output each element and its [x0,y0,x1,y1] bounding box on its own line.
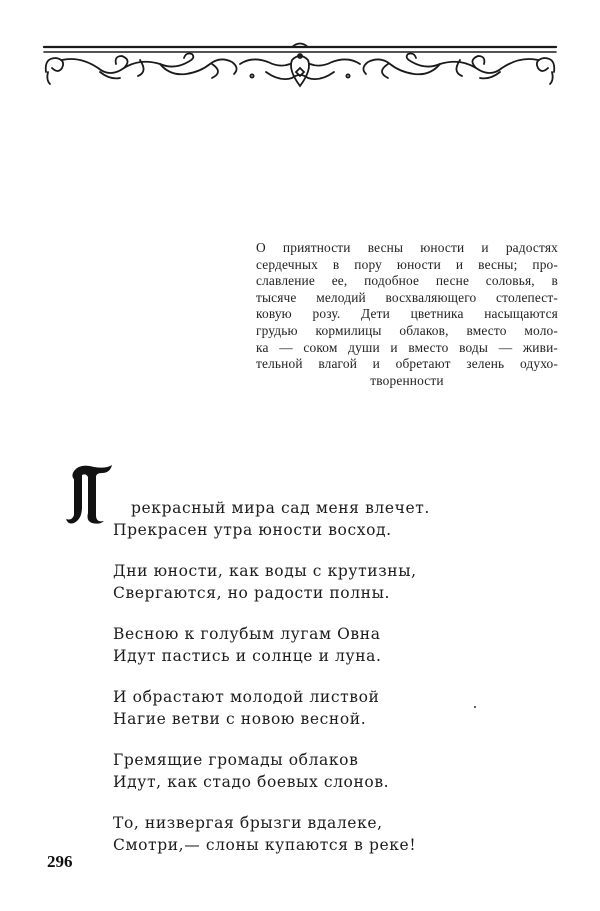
poem [113,497,430,875]
verse-line: Свергаются, но радости полны. [113,584,391,602]
stanza [113,749,430,793]
verse-line: То, низвергая брызги вдалеке, [113,814,383,832]
stanza [113,686,430,730]
verse-line: Смотри,— слоны купаются в реке! [113,836,417,854]
verse-line: рекрасный мира сад меня влечет. [131,499,430,517]
summary-line: сердечных в пору юности и весны; про- [256,256,558,272]
ornament-headpiece-icon [40,42,560,92]
verse-line: Весною к голубым лугам Овна [113,625,381,643]
verse-line: И обрастают молодой листвой [113,688,380,706]
summary-line: тысяче мелодий восхваляющего столепест- [256,289,558,305]
stanza [113,812,430,856]
summary-line: грудью кормилицы облаков, вместо моло- [256,322,558,338]
stanza [113,560,430,604]
chapter-summary [256,240,558,389]
verse-line: Прекрасен утра юности восход. [113,521,392,539]
verse-line: Гремящие громады облаков [113,751,359,769]
summary-line: славление ее, подобное песне соловья, в [256,273,558,289]
summary-line: тельной влагой и обретают зелень одухо- [256,356,558,372]
verse-line: Нагие ветви с новою весной. [113,710,367,728]
summary-line: творенности [370,372,444,388]
stanza [113,623,430,667]
summary-line: ка — соком души и вместо воды — живи- [256,339,558,355]
verse-line: Идут, как стадо боевых слонов. [113,773,390,791]
stanza [113,497,430,541]
summary-line: ковую розу. Дети цветника насыщаются [256,306,558,322]
print-speck [474,706,476,708]
summary-line: О приятности весны юности и радостях [256,240,558,255]
page-number: 296 [47,852,73,871]
verse-line: Дни юности, как воды с крутизны, [113,562,417,580]
verse-line: Идут пастись и солнце и луна. [113,647,382,665]
drop-cap-letter-icon [66,463,114,525]
